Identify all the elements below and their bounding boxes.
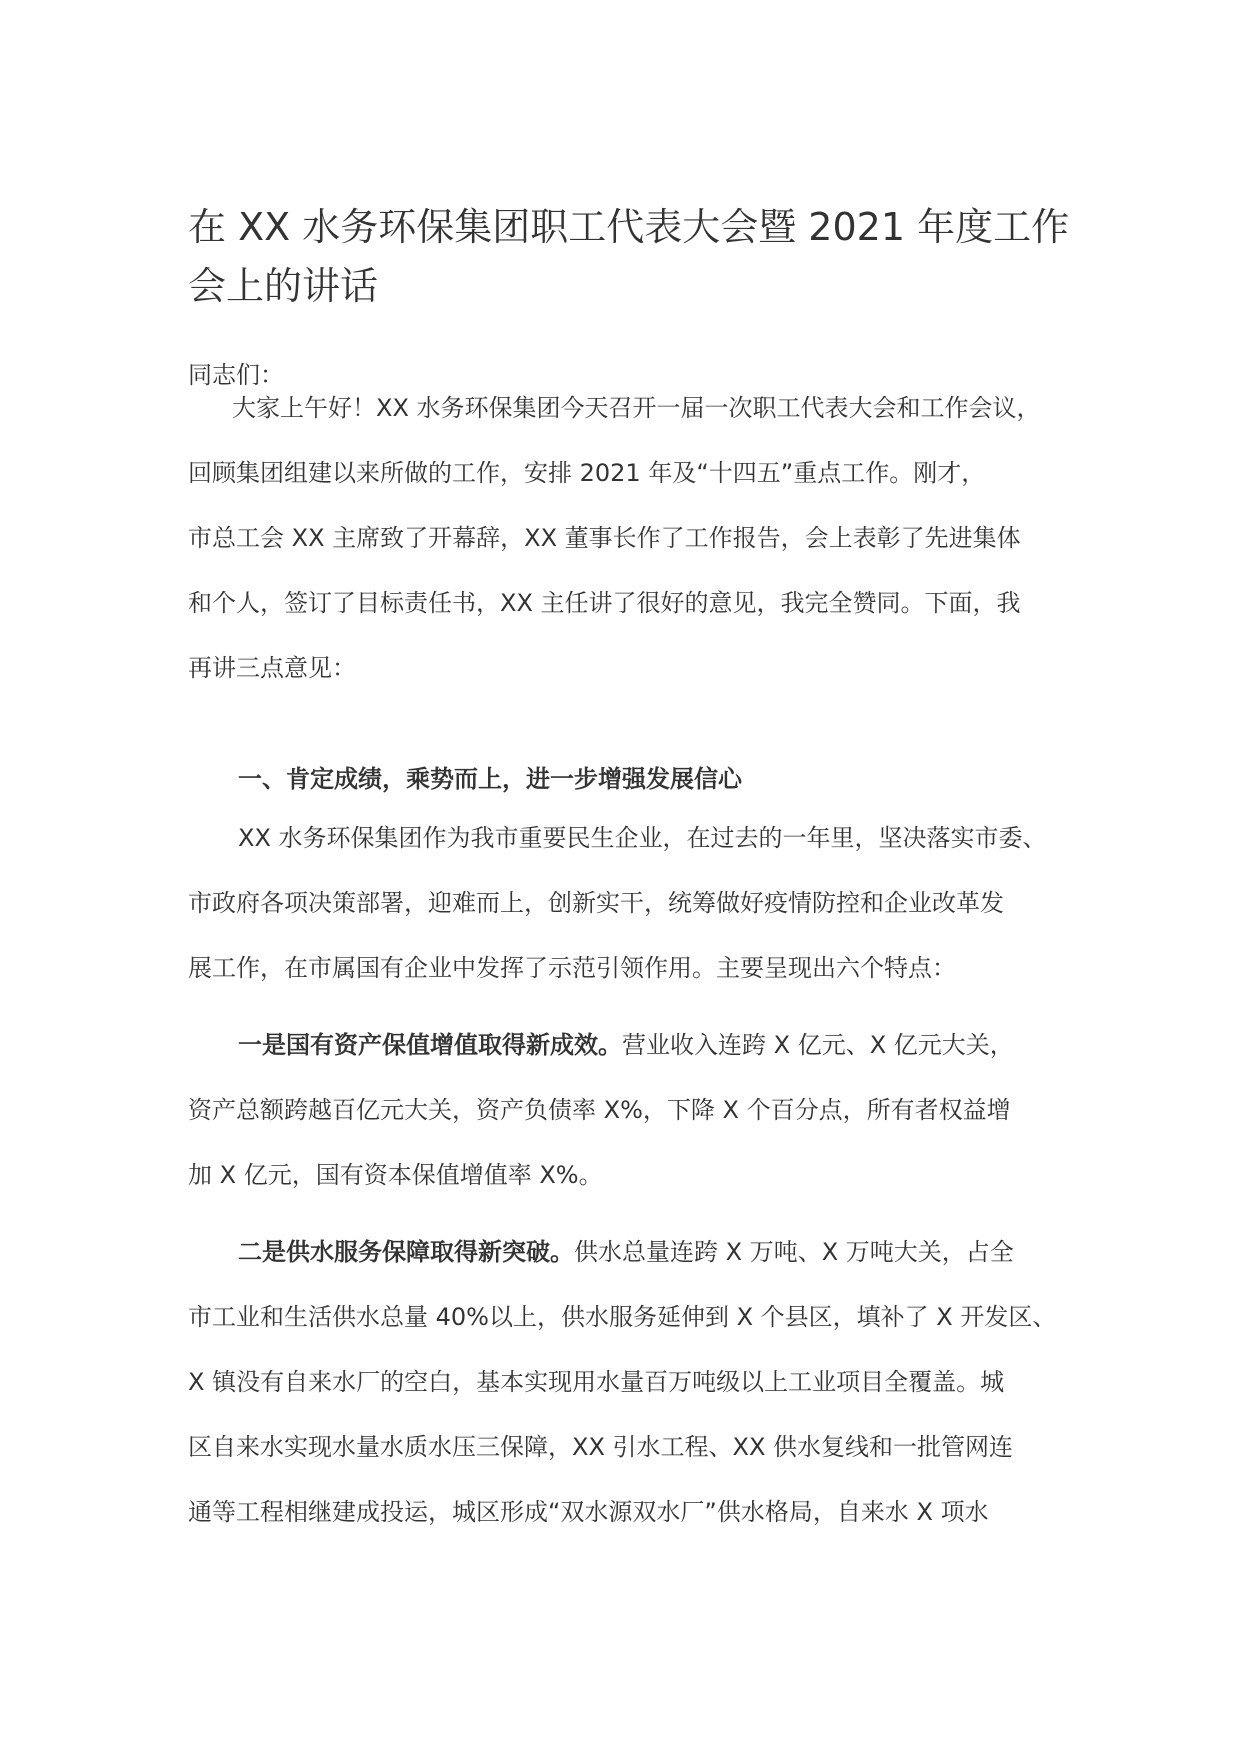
- intro-line: 和个人，签订了目标责任书，XX 主任讲了很好的意见，我完全赞同。下面，我: [188, 589, 1021, 617]
- point2-line: X 镇没有自来水厂的空白，基本实现用水量百万吨级以上工业项目全覆盖。城: [188, 1368, 1005, 1396]
- point1-line: 营业收入连跨 X 亿元、X 亿元大关，: [622, 1031, 1014, 1059]
- point2-paragraph: [188, 1220, 1068, 1545]
- point2-lead: 二是供水服务保障取得新突破。: [238, 1238, 574, 1266]
- point1-line: 资产总额跨越百亿元大关，资产负债率 X%，下降 X 个百分点，所有者权益增: [188, 1096, 1011, 1124]
- section1-line: 展工作，在市属国有企业中发挥了示范引领作用。主要呈现出六个特点：: [188, 954, 956, 982]
- intro-line: 再讲三点意见：: [188, 654, 356, 682]
- intro-line: 大家上午好！XX 水务环保集团今天召开一届一次职工代表大会和工作会议，: [232, 394, 1041, 422]
- section1-paragraph: [188, 806, 1068, 1001]
- intro-line: 回顾集团组建以来所做的工作，安排 2021 年及“十四五”重点工作。刚才，: [188, 459, 986, 487]
- point2-line: 市工业和生活供水总量 40%以上，供水服务延伸到 X 个县区，填补了 X 开发区、: [188, 1303, 1057, 1331]
- title-line-1: 在 XX 水务环保集团职工代表大会暨 2021 年度工作: [188, 205, 1070, 249]
- section1-line: 市政府各项决策部署，迎难而上，创新实干，统筹做好疫情防控和企业改革发: [188, 889, 1004, 917]
- section-heading: 一、肯定成绩，乘势而上，进一步增强发展信心: [238, 765, 742, 793]
- point1-lead: 一是国有资产保值增值取得新成效。: [238, 1031, 622, 1059]
- salutation: 同志们：: [188, 361, 284, 389]
- section1-line: XX 水务环保集团作为我市重要民生企业，在过去的一年里，坚决落实市委、: [238, 824, 1047, 852]
- point1-line: 加 X 亿元，国有资本保值增值率 X%。: [188, 1161, 603, 1189]
- intro-paragraph: [188, 376, 1068, 701]
- document-title: [188, 198, 1068, 316]
- point2-line: 通等工程相继建成投运，城区形成“双水源双水厂”供水格局，自来水 X 项水: [188, 1498, 989, 1526]
- point1-first-line: [188, 1013, 1068, 1078]
- point2-first-line: [188, 1220, 1068, 1285]
- point1-paragraph: [188, 1013, 1068, 1208]
- point2-line: 供水总量连跨 X 万吨、X 万吨大关，占全: [574, 1238, 1014, 1266]
- title-line-2: 会上的讲话: [188, 264, 379, 308]
- intro-line: 市总工会 XX 主席致了开幕辞，XX 董事长作了工作报告，会上表彰了先进集体: [188, 524, 1021, 552]
- point2-line: 区自来水实现水量水质水压三保障，XX 引水工程、XX 供水复线和一批管网连: [188, 1433, 1014, 1461]
